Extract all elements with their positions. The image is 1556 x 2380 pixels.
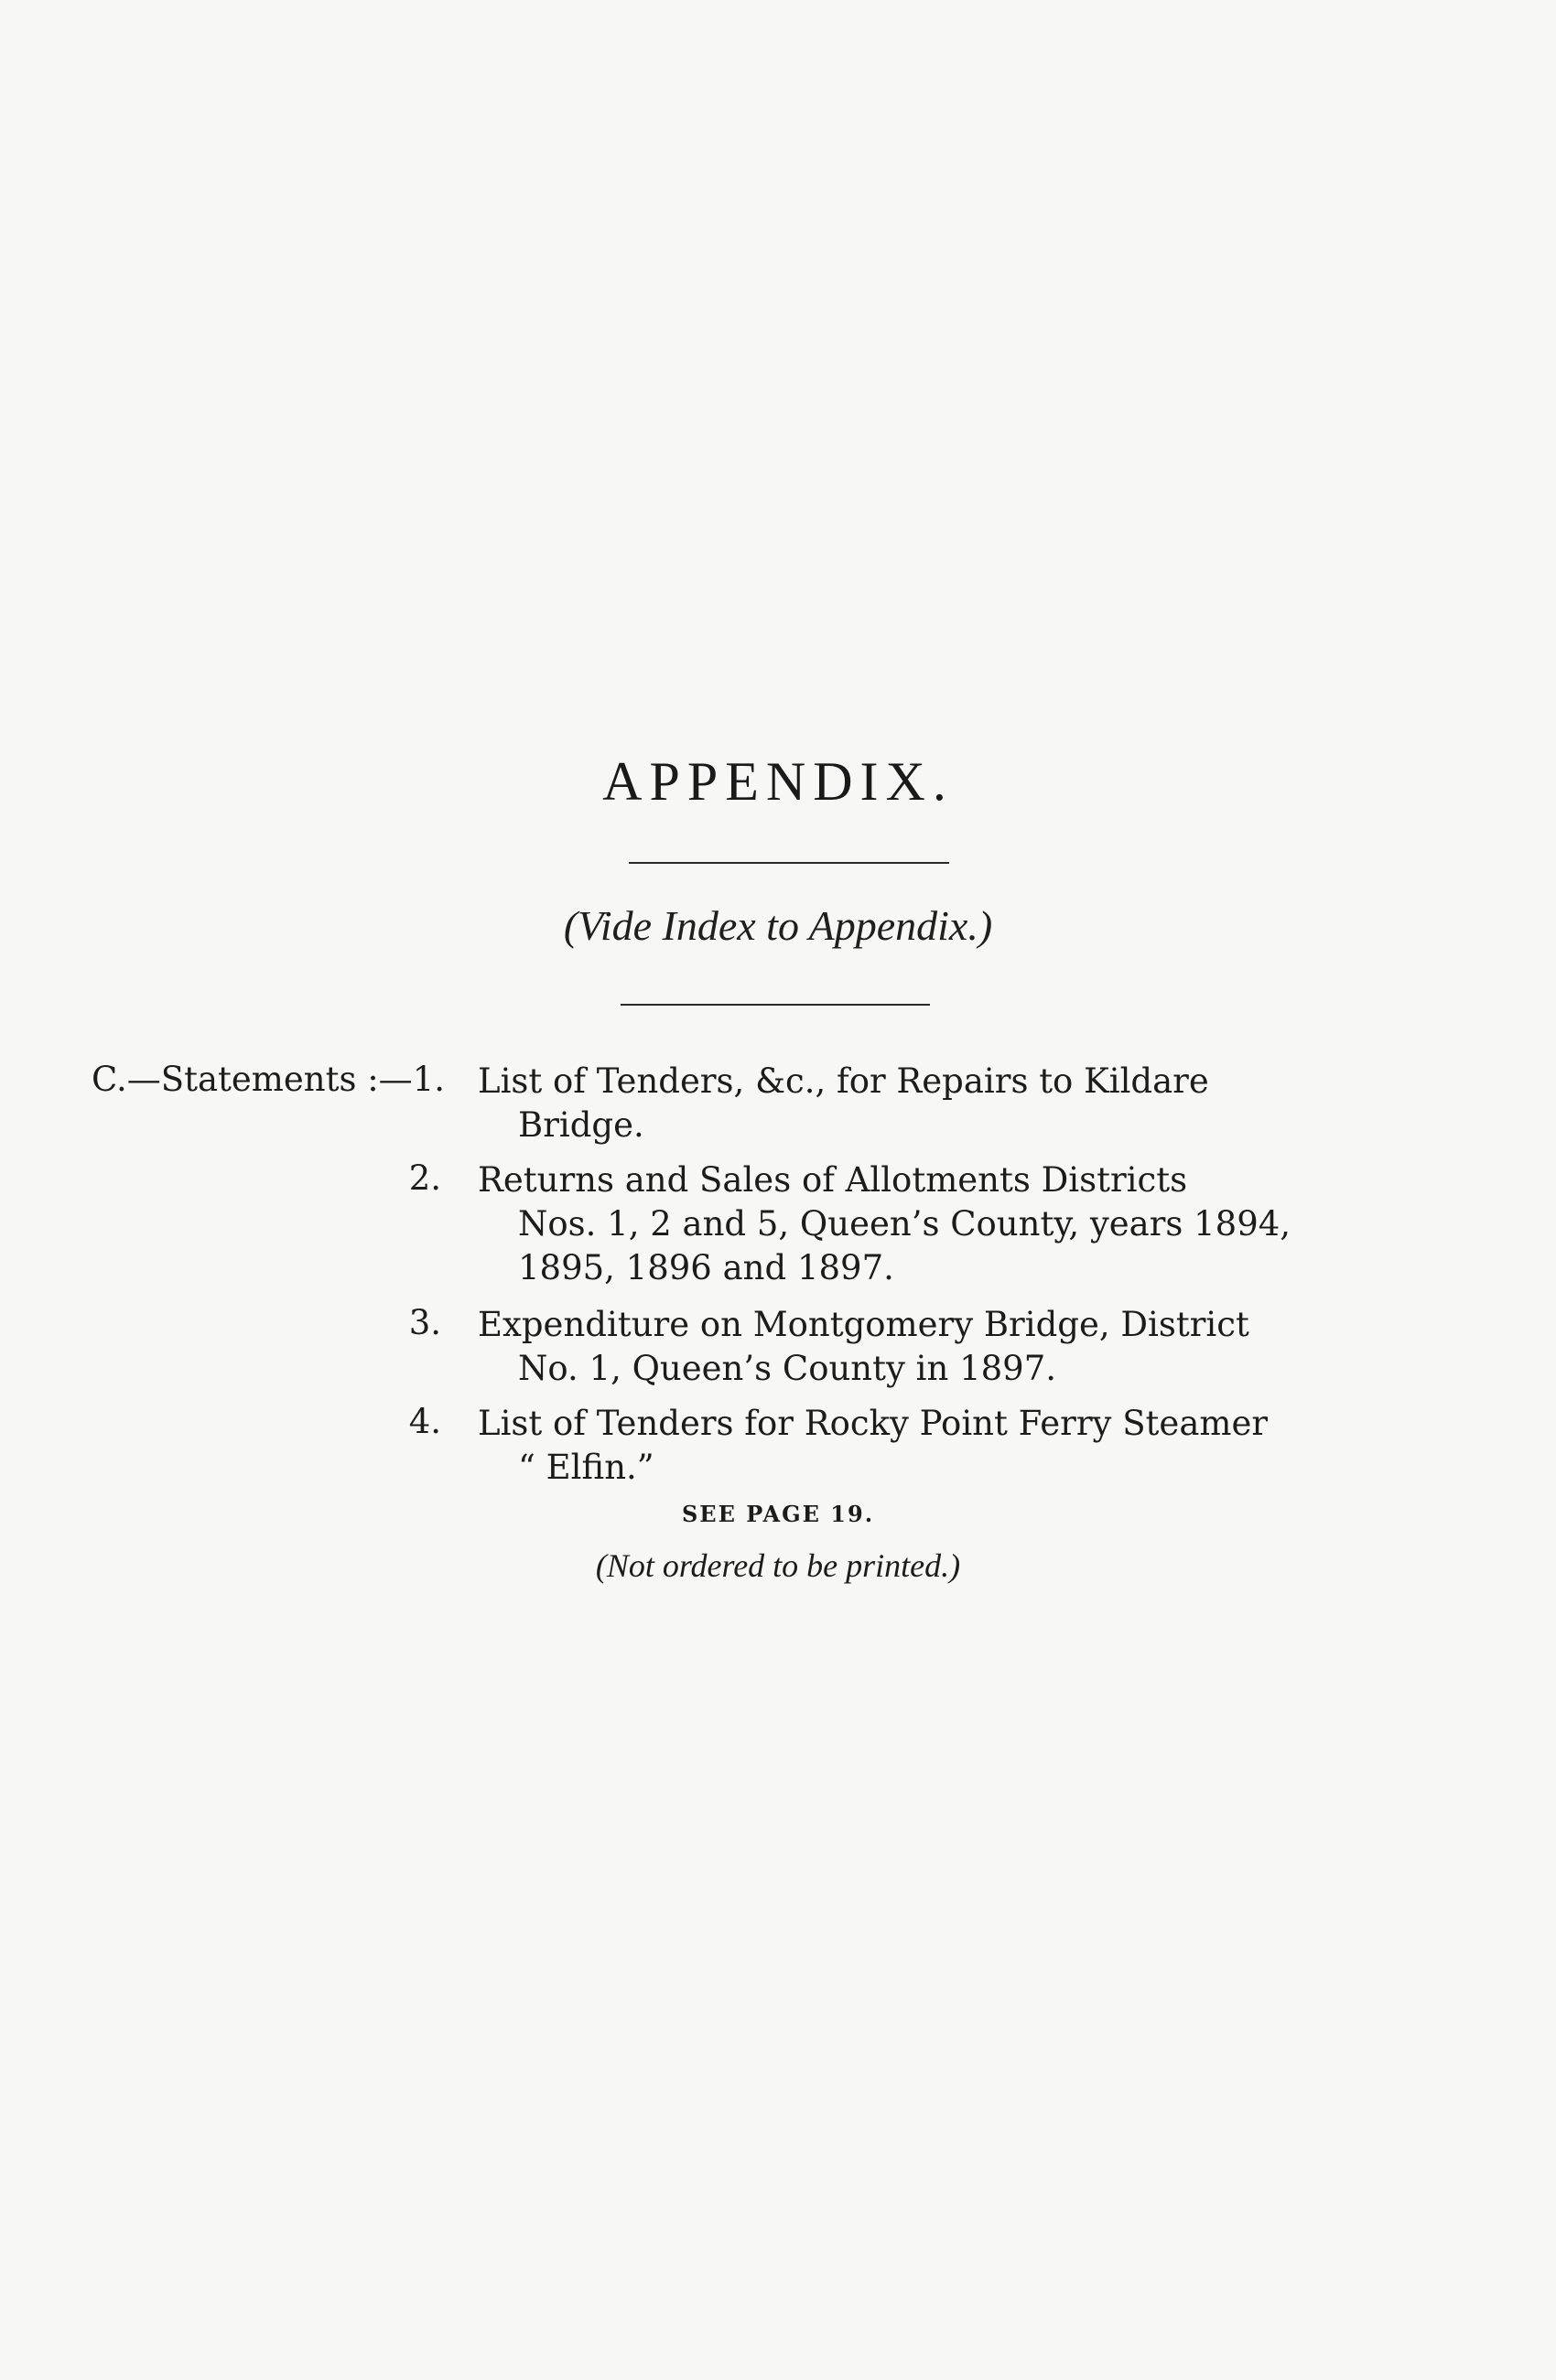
item-2-line-2: Nos. 1, 2 and 5, Queen’s County, years 1894, [518,1204,1291,1244]
print-note: (Not ordered to be printed.) [595,1547,961,1584]
section-label [92,1060,445,1099]
item-2-line-1: Returns and Sales of Allotments Districts [478,1160,1188,1200]
list-item [478,1303,1324,1391]
list-item [478,1060,1324,1147]
appendix-subheading: (Vide Index to Appendix.) [563,902,993,949]
item-3-line-2: No. 1, Queen’s County in 1897. [518,1349,1057,1388]
item-2-line-3: 1895, 1896 and 1897. [518,1248,894,1287]
item-1-line-1: List of Tenders, &c., for Repairs to Kildare [478,1061,1209,1101]
list-item [478,1158,1324,1290]
item-number-1: 1. [412,1060,445,1099]
item-4-line-1: List of Tenders for Rocky Point Ferry Steamer [478,1404,1269,1443]
subheading-divider [621,1004,930,1006]
item-number-4: 4. [408,1402,441,1441]
list-item [478,1402,1324,1490]
appendix-heading: APPENDIX. [602,751,954,812]
item-number-3: 3. [408,1303,441,1342]
heading-divider [629,862,949,864]
item-4-line-2: “ Elfin.” [518,1448,654,1487]
section-label-text: C.—Statements :— [92,1060,413,1099]
item-3-line-1: Expenditure on Montgomery Bridge, District [478,1305,1249,1344]
item-number-2: 2. [408,1158,441,1198]
item-1-line-2: Bridge. [518,1105,644,1145]
see-page-reference: SEE PAGE 19. [681,1501,875,1527]
